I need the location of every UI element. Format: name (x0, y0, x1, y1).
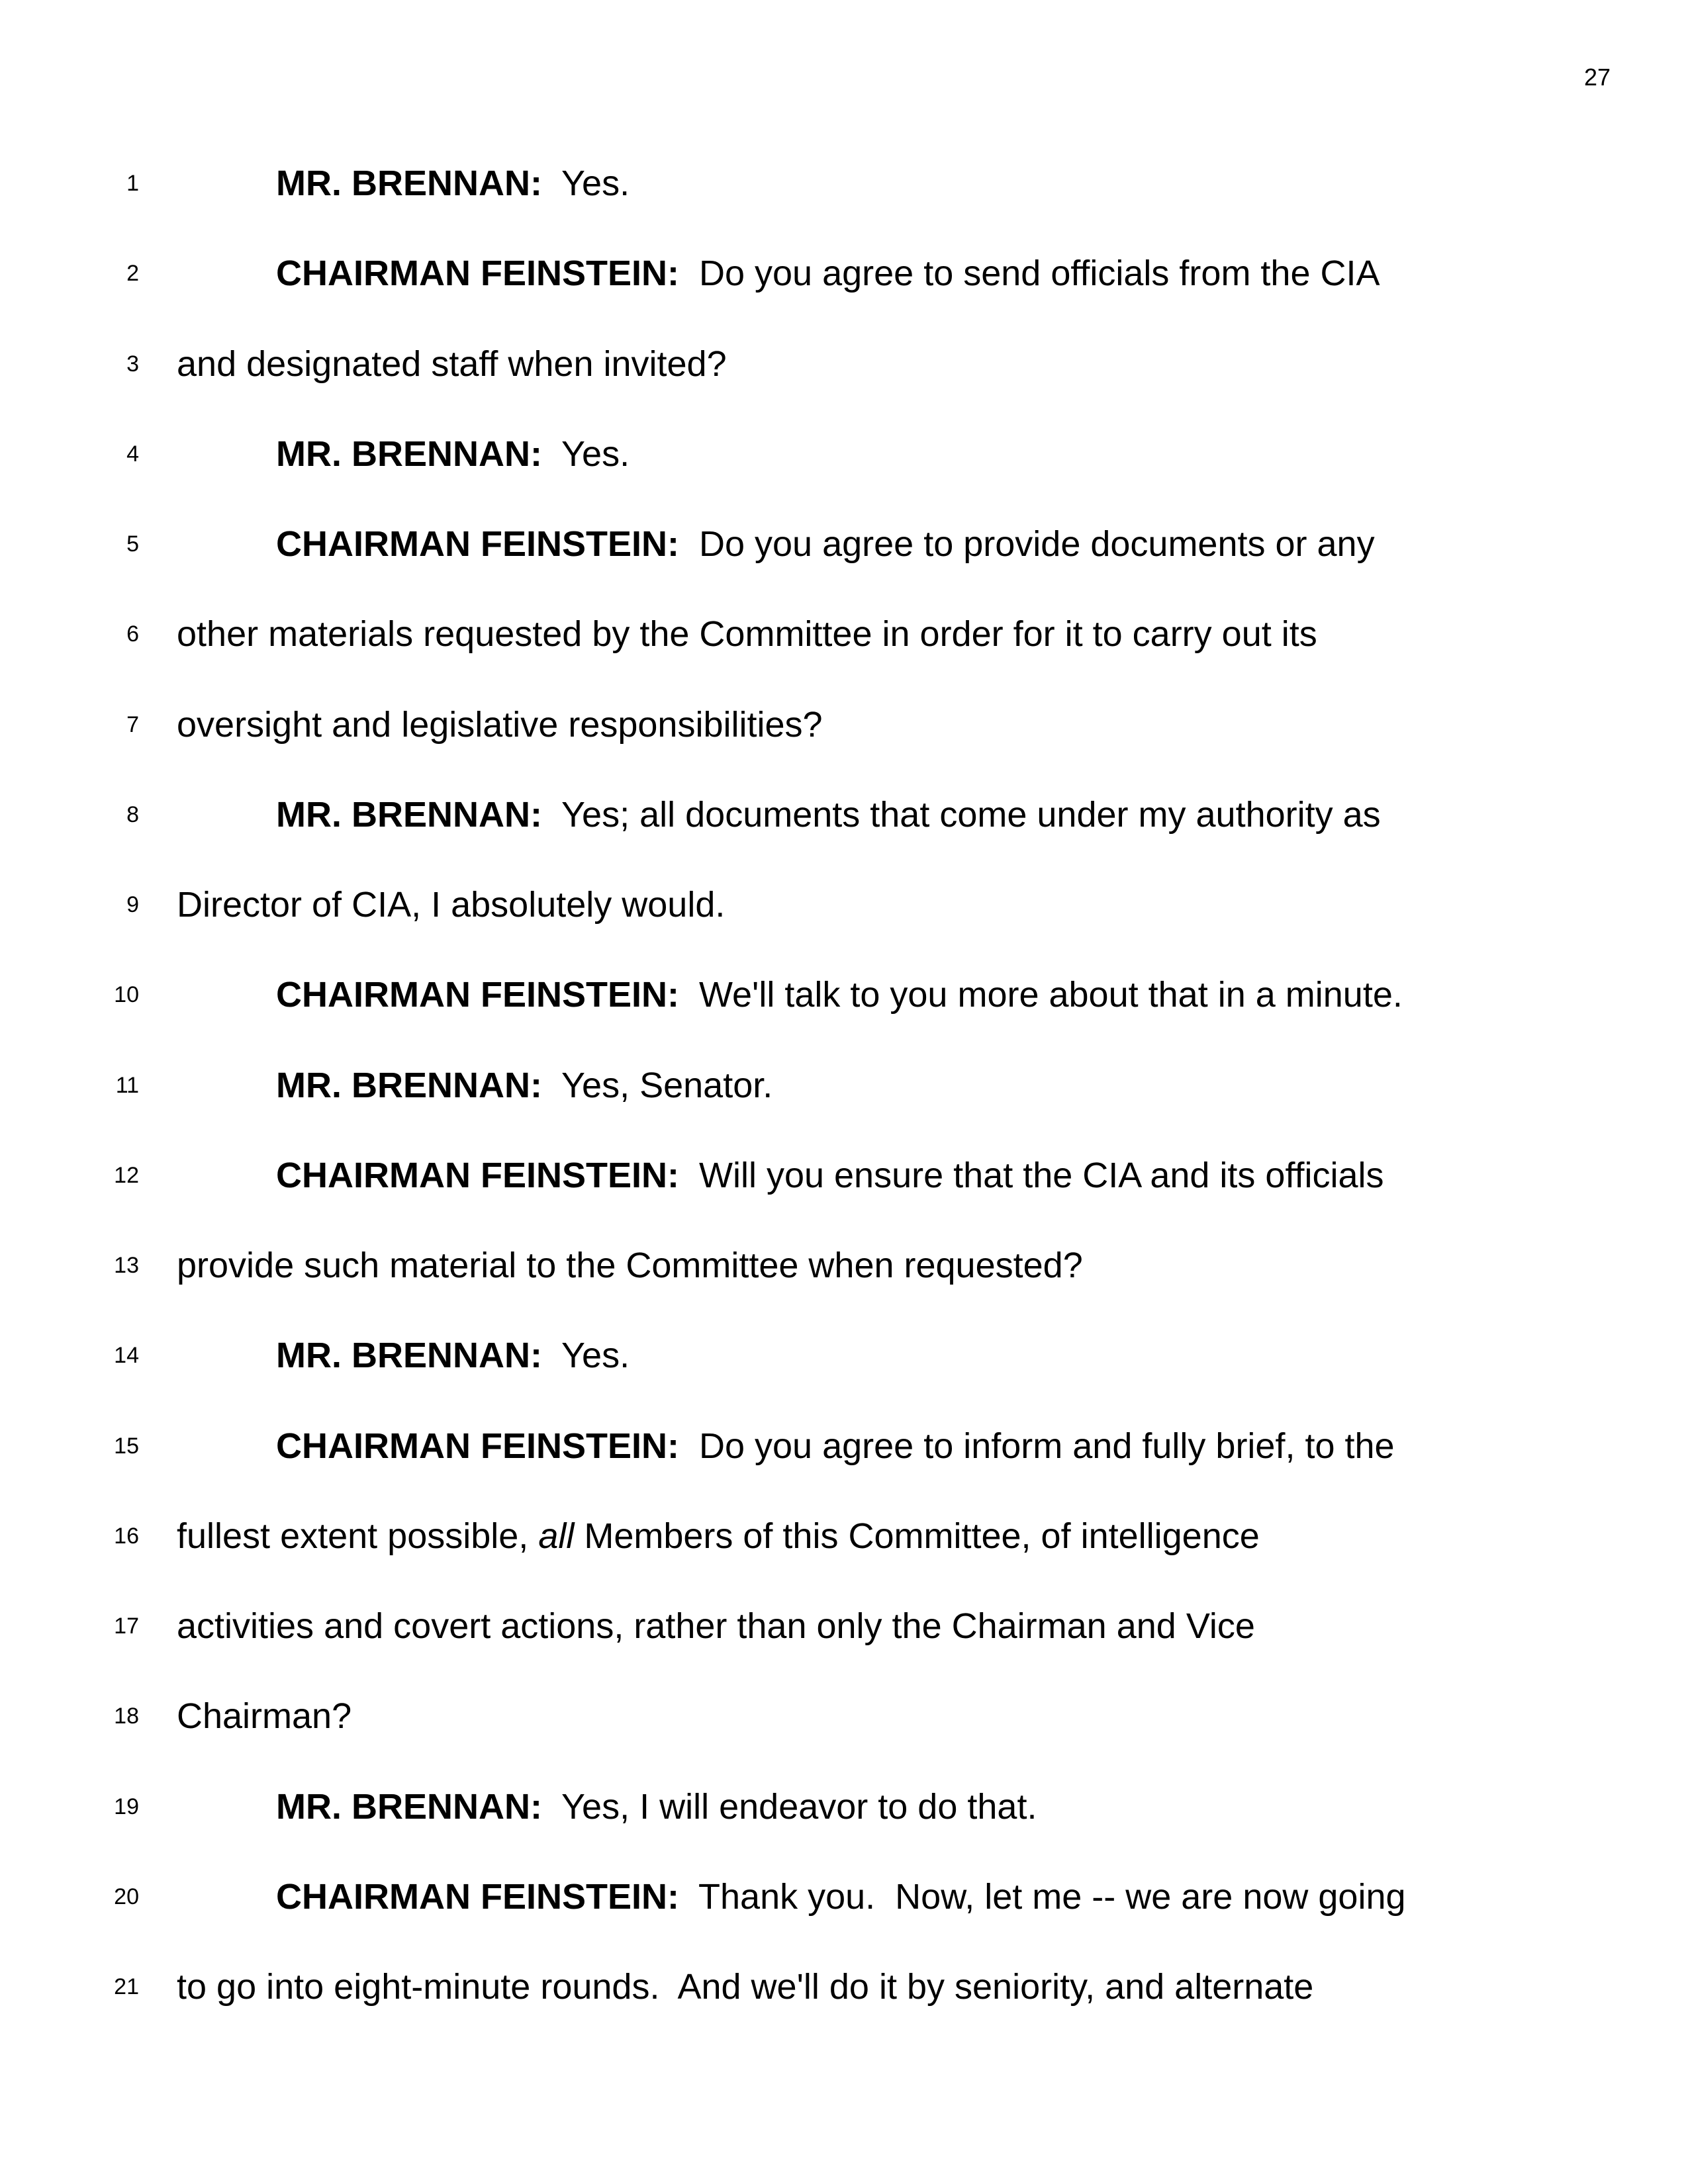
speech-text: and designated staff when invited? (177, 343, 727, 384)
speech-text: Do you agree to provide documents or any (679, 524, 1375, 564)
speech-text: other materials requested by the Committee in order for it to carry out its (177, 614, 1317, 655)
line-text (276, 1040, 773, 1130)
line-number: 13 (114, 1253, 139, 1278)
transcript-line (0, 1491, 1688, 1581)
line-text (276, 499, 1375, 589)
line-number: 1 (126, 171, 139, 196)
line-number: 12 (114, 1162, 139, 1188)
speaker-label: MR. BRENNAN: (276, 1786, 542, 1827)
line-text (177, 1491, 1260, 1581)
speaker-label: MR. BRENNAN: (276, 163, 542, 203)
speech-text: activities and covert actions, rather than only the Chairman and Vice (177, 1606, 1255, 1646)
line-number: 20 (114, 1884, 139, 1909)
speech-text: Thank you. Now, let me -- we are now going (679, 1876, 1406, 1917)
transcript-line (0, 1310, 1688, 1400)
line-text (276, 1401, 1395, 1491)
transcript-line (0, 138, 1688, 228)
line-number: 10 (114, 982, 139, 1008)
transcript-line (0, 1401, 1688, 1491)
transcript-line (0, 680, 1688, 770)
speech-text: provide such material to the Committee when requested? (177, 1246, 1083, 1285)
transcript-line (0, 499, 1688, 589)
speech-text: Chairman? (177, 1696, 352, 1737)
speech-text: We'll talk to you more about that in a minute. (679, 975, 1403, 1015)
transcript-line (0, 1942, 1688, 2032)
line-number: 4 (126, 441, 139, 467)
line-text (276, 228, 1380, 318)
speaker-label: MR. BRENNAN: (276, 1065, 542, 1105)
speech-text: Yes, Senator. (541, 1065, 773, 1105)
transcript-line (0, 770, 1688, 860)
line-text (276, 770, 1381, 860)
speech-text: Members of this Committee, of intelligence (574, 1516, 1260, 1556)
transcript-line (0, 409, 1688, 499)
speech-text: oversight and legislative responsibilities? (177, 704, 823, 745)
line-text (177, 1942, 1313, 2032)
speech-text: Yes. (541, 1336, 630, 1376)
line-text (177, 860, 725, 950)
speech-text: Director of CIA, I absolutely would. (177, 885, 726, 925)
line-text (276, 1310, 630, 1400)
line-number: 2 (126, 261, 139, 287)
speech-text: to go into eight-minute rounds. And we'll do it by seniority, and alternate (177, 1967, 1314, 2007)
line-text (276, 1852, 1406, 1942)
line-number: 14 (114, 1343, 139, 1369)
transcript-line (0, 1671, 1688, 1761)
speaker-label: CHAIRMAN FEINSTEIN: (276, 975, 679, 1015)
line-text (177, 1671, 352, 1761)
line-number: 11 (115, 1072, 139, 1098)
line-number: 5 (126, 531, 139, 557)
speaker-label: CHAIRMAN FEINSTEIN: (276, 1876, 679, 1917)
transcript-line (0, 1762, 1688, 1852)
transcript-line (0, 228, 1688, 318)
line-number: 15 (114, 1433, 139, 1459)
transcript-line (0, 1130, 1688, 1220)
line-text (177, 680, 823, 770)
transcript-line (0, 1852, 1688, 1942)
line-text (276, 409, 630, 499)
line-number: 8 (126, 801, 139, 827)
line-text (177, 1581, 1255, 1671)
speech-text: Will you ensure that the CIA and its officials (679, 1155, 1384, 1195)
line-text (276, 138, 630, 228)
transcript-line (0, 319, 1688, 409)
emphasis-text: all (538, 1516, 575, 1556)
line-number: 16 (114, 1523, 139, 1549)
transcript-line (0, 1581, 1688, 1671)
speaker-label: MR. BRENNAN: (276, 433, 542, 474)
transcript-line (0, 1040, 1688, 1130)
speech-text: Do you agree to send officials from the CIA (679, 253, 1380, 294)
transcript-line (0, 1220, 1688, 1310)
speaker-label: CHAIRMAN FEINSTEIN: (276, 1426, 679, 1466)
transcript-line (0, 950, 1688, 1040)
line-text (177, 319, 727, 409)
line-number: 21 (114, 1974, 139, 1999)
line-text (276, 1130, 1384, 1220)
speech-text: Do you agree to inform and fully brief, to the (679, 1426, 1395, 1466)
speech-text: Yes. (541, 433, 630, 474)
line-number: 18 (114, 1704, 139, 1729)
speaker-label: CHAIRMAN FEINSTEIN: (276, 1155, 679, 1195)
line-number: 7 (126, 711, 139, 737)
speech-text: Yes. (541, 163, 630, 203)
speech-text: fullest extent possible, (177, 1516, 539, 1556)
speaker-label: CHAIRMAN FEINSTEIN: (276, 524, 679, 564)
line-number: 3 (126, 351, 139, 377)
line-text (177, 589, 1317, 679)
speech-text: Yes; all documents that come under my authority as (541, 794, 1381, 835)
line-text (276, 950, 1403, 1040)
transcript-line (0, 589, 1688, 679)
speaker-label: MR. BRENNAN: (276, 794, 542, 835)
speaker-label: MR. BRENNAN: (276, 1336, 542, 1376)
page-number: 27 (1583, 64, 1611, 91)
line-text (177, 1220, 1083, 1310)
line-number: 6 (126, 621, 139, 647)
transcript-line (0, 860, 1688, 950)
speaker-label: CHAIRMAN FEINSTEIN: (276, 253, 679, 294)
line-number: 9 (126, 892, 139, 917)
transcript-body (0, 138, 1688, 2032)
line-number: 17 (114, 1614, 139, 1639)
speech-text: Yes, I will endeavor to do that. (541, 1786, 1037, 1827)
line-text (276, 1762, 1037, 1852)
line-number: 19 (114, 1794, 139, 1819)
